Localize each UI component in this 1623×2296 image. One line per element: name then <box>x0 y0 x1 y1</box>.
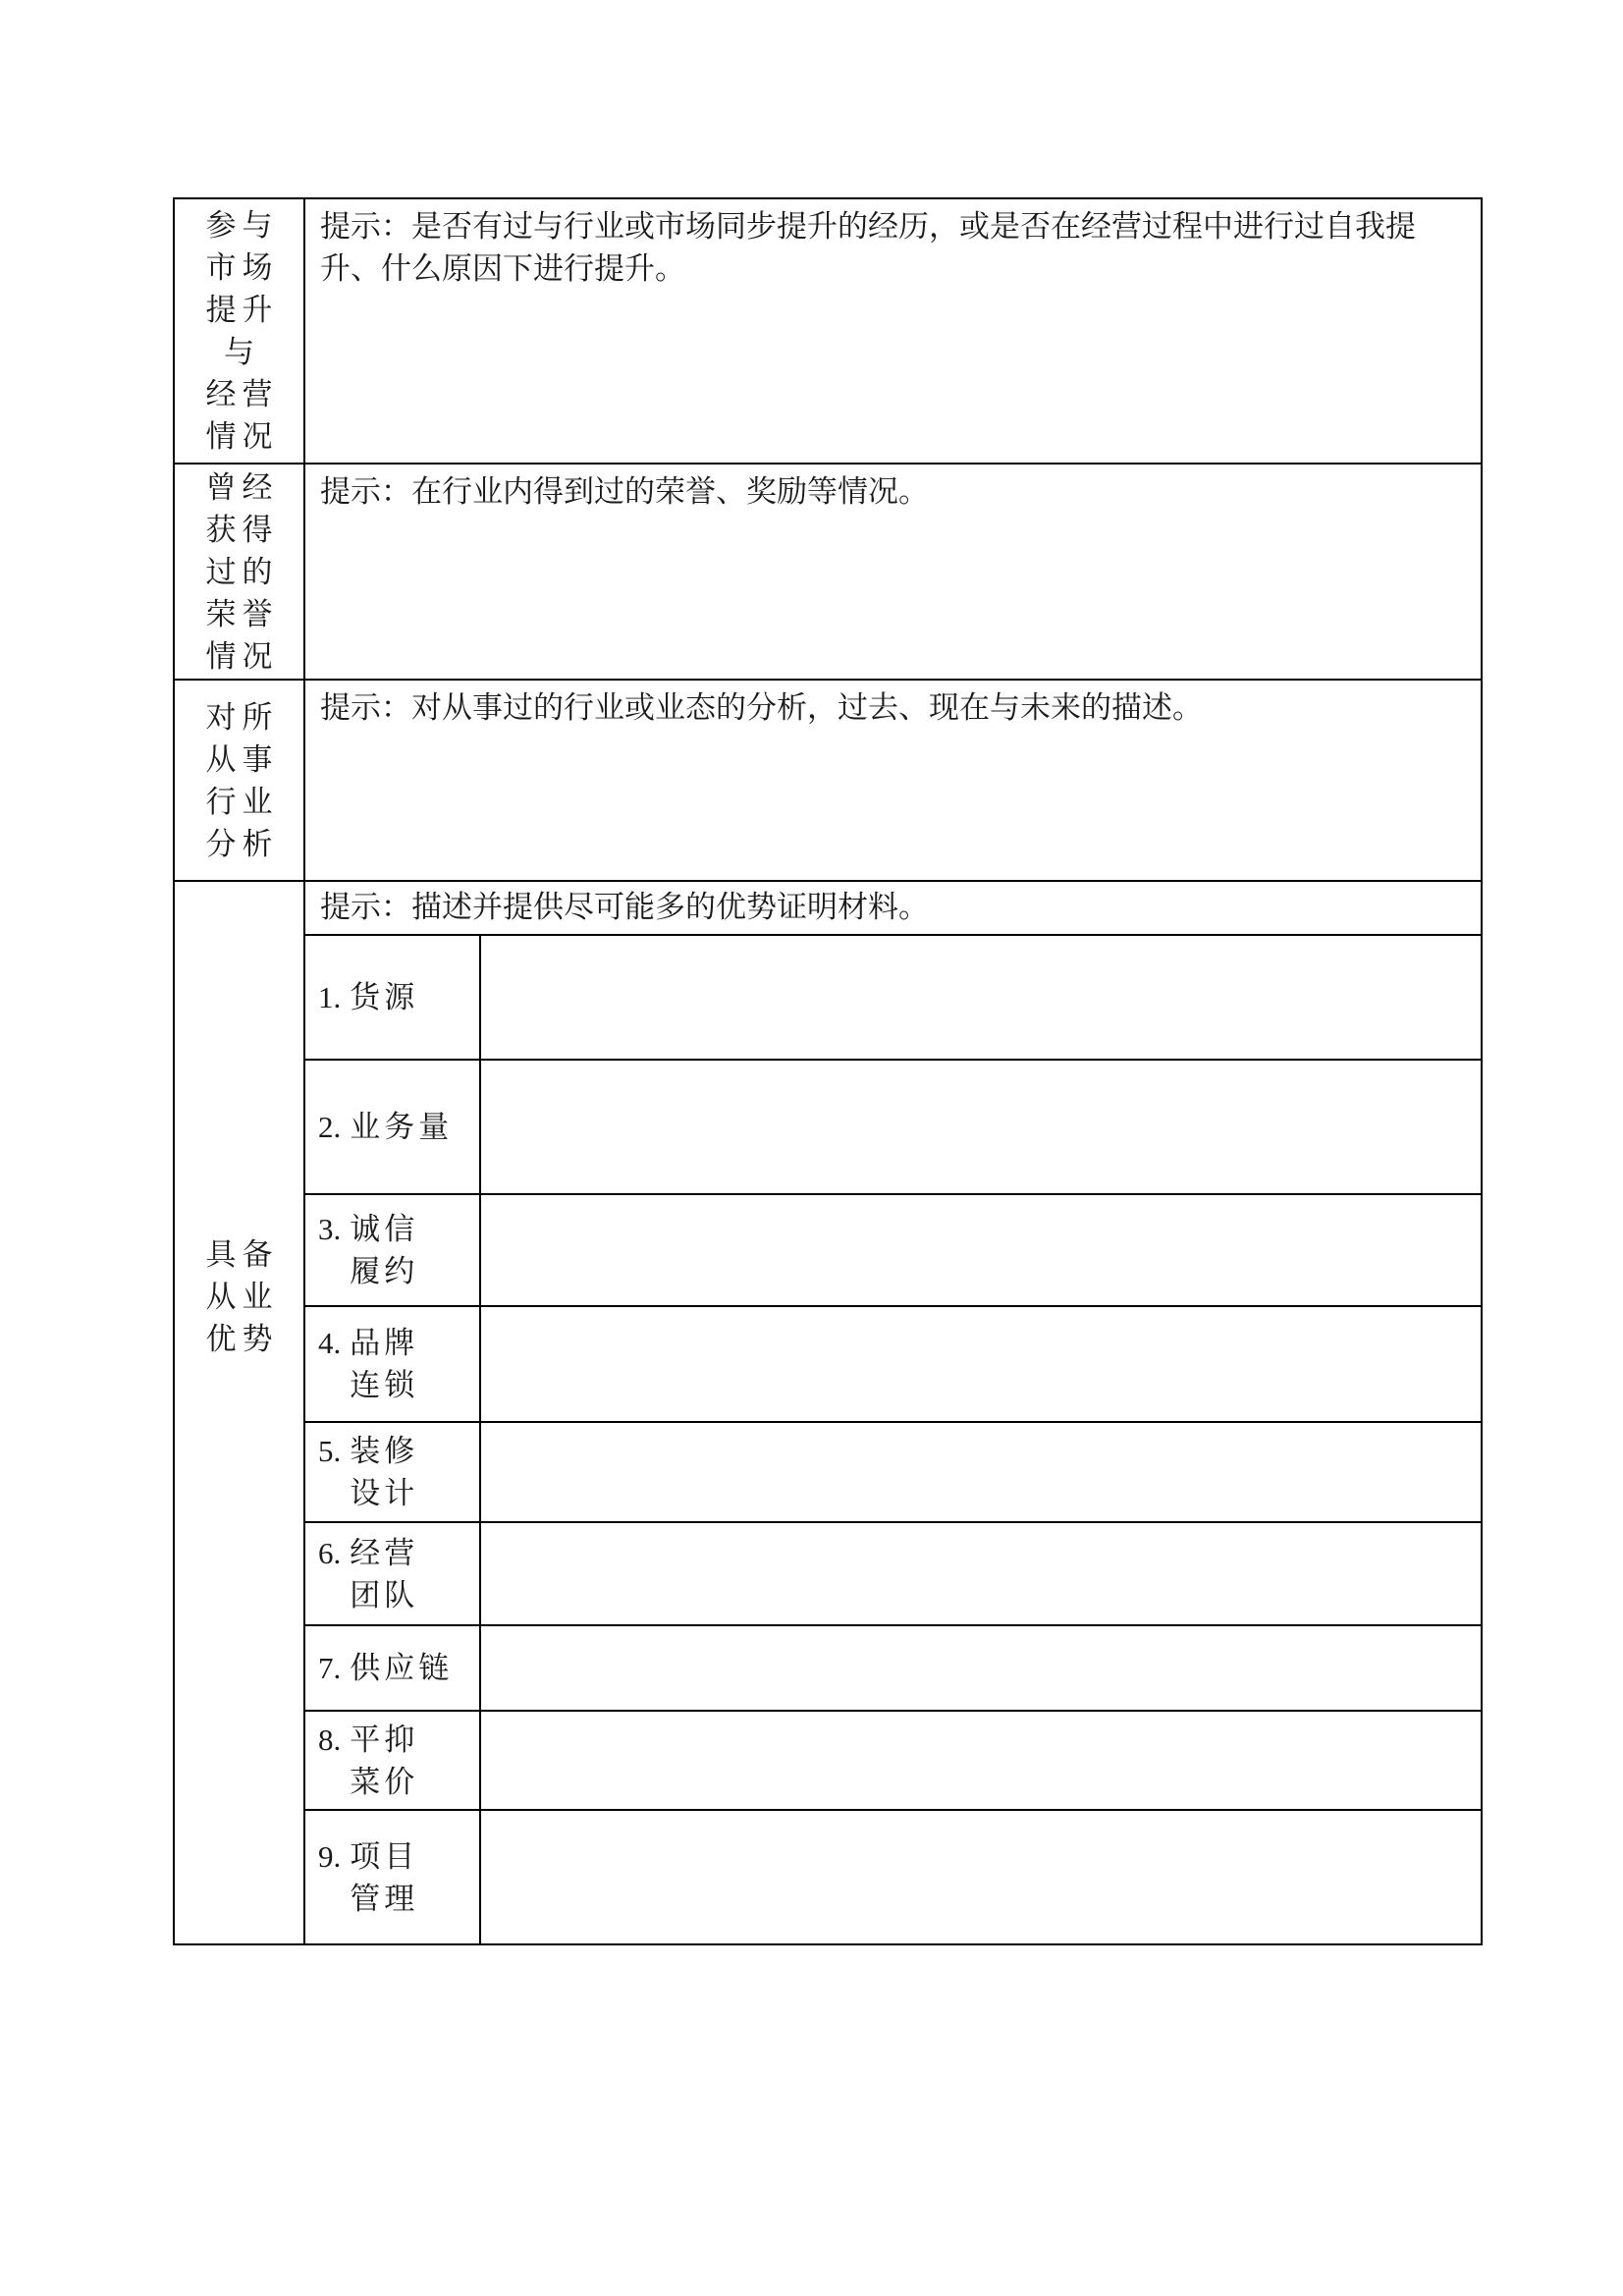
advantages-sub-rows <box>305 936 1481 1943</box>
advantage-row <box>305 1061 1481 1195</box>
advantage-label-cell <box>305 1712 481 1809</box>
label-line: 曾经 <box>205 469 279 505</box>
advantage-text-line: 货源 <box>350 980 419 1014</box>
hint-text: 提示：描述并提供尽可能多的优势证明材料。 <box>320 890 929 924</box>
label-line: 过的 <box>205 554 279 589</box>
label-line: 与 <box>224 335 260 369</box>
advantage-row <box>305 1523 1481 1626</box>
advantage-number: 8. <box>318 1722 342 1757</box>
advantage-label <box>318 1835 418 1920</box>
hint-text: 提示：是否有过与行业或市场同步提升的经历，或是否在经营过程中进行过自我提升、什么原因下进行提升。 <box>320 209 1416 286</box>
advantage-label <box>318 1322 418 1406</box>
form-row-honors <box>175 465 1481 681</box>
advantage-row <box>305 1307 1481 1423</box>
label-line: 行业 <box>205 784 279 819</box>
advantage-text <box>350 1647 453 1689</box>
advantage-text-line: 管理 <box>350 1881 419 1916</box>
advantage-row <box>305 936 1481 1061</box>
advantage-answer-cell[interactable] <box>481 1307 1481 1421</box>
advantage-text-line: 项目 <box>350 1838 419 1874</box>
advantage-label <box>318 1532 418 1616</box>
label-line: 获得 <box>205 512 279 547</box>
advantage-label-cell <box>305 1523 481 1624</box>
advantage-label <box>318 1106 453 1148</box>
hint-text: 提示：对从事过的行业或业态的分析，过去、现在与未来的描述。 <box>320 690 1203 725</box>
advantage-text <box>350 976 418 1018</box>
advantage-text <box>350 1208 418 1292</box>
row-label-industry-analysis <box>175 681 305 880</box>
advantage-text-line: 经营 <box>350 1535 419 1570</box>
advantage-number: 2. <box>318 1110 342 1144</box>
advantage-text-line: 团队 <box>350 1577 419 1613</box>
advantage-row <box>305 1811 1481 1943</box>
label-line: 荣誉 <box>205 596 279 631</box>
label-line: 分析 <box>205 826 279 861</box>
advantage-answer-cell[interactable] <box>481 1626 1481 1710</box>
advantage-number: 5. <box>318 1434 342 1468</box>
advantage-text-line: 业务量 <box>350 1110 454 1144</box>
advantages-section <box>305 882 1481 1943</box>
advantage-answer-cell[interactable] <box>481 1523 1481 1624</box>
label-line: 对所 <box>205 699 279 735</box>
advantage-text-line: 履约 <box>350 1254 419 1288</box>
hint-text: 提示：在行业内得到过的荣誉、奖励等情况。 <box>320 474 929 509</box>
row-label-market-improvement <box>175 199 305 463</box>
row-label-advantages <box>175 882 305 1943</box>
advantage-text <box>350 1430 418 1514</box>
label-line: 优势 <box>205 1322 279 1356</box>
advantage-number: 9. <box>318 1838 342 1874</box>
advantage-row <box>305 1195 1481 1307</box>
advantage-text <box>350 1532 418 1616</box>
advantage-number: 1. <box>318 980 342 1014</box>
answer-cell-honors[interactable] <box>305 465 1481 679</box>
advantage-label <box>318 1208 418 1292</box>
advantage-answer-cell[interactable] <box>481 936 1481 1059</box>
advantage-label-cell <box>305 1195 481 1305</box>
advantage-text-line: 供应链 <box>350 1651 454 1685</box>
label-line: 参与 <box>205 208 279 243</box>
advantage-text <box>350 1322 418 1406</box>
advantage-label <box>318 1647 453 1689</box>
advantage-text <box>350 1719 418 1803</box>
advantage-label-cell <box>305 1626 481 1710</box>
answer-cell-industry-analysis[interactable] <box>305 681 1481 880</box>
advantage-row <box>305 1423 1481 1523</box>
advantage-number: 6. <box>318 1535 342 1570</box>
advantage-number: 4. <box>318 1326 342 1360</box>
label-line: 经营 <box>205 377 279 411</box>
advantage-label <box>318 976 418 1018</box>
application-form-table <box>173 197 1483 1945</box>
advantage-text-line: 设计 <box>350 1476 419 1510</box>
advantage-text-line: 品牌 <box>350 1326 419 1360</box>
advantage-label-cell <box>305 1061 481 1193</box>
advantage-answer-cell[interactable] <box>481 1712 1481 1809</box>
label-line: 市场 <box>205 250 279 285</box>
advantage-answer-cell[interactable] <box>481 1811 1481 1943</box>
answer-cell-market-improvement[interactable] <box>305 199 1481 463</box>
advantage-text <box>350 1106 453 1148</box>
advantage-text-line: 连锁 <box>350 1368 419 1402</box>
advantage-answer-cell[interactable] <box>481 1061 1481 1193</box>
label-line: 从事 <box>205 741 279 777</box>
advantage-text-line: 平抑 <box>350 1722 419 1757</box>
label-line: 情况 <box>205 638 279 674</box>
advantage-number: 7. <box>318 1651 342 1685</box>
advantage-label-cell <box>305 1811 481 1943</box>
label-line: 情况 <box>205 419 279 454</box>
advantage-row <box>305 1712 1481 1811</box>
advantage-label <box>318 1430 418 1514</box>
form-row-market-improvement <box>175 199 1481 465</box>
label-line: 提升 <box>205 293 279 327</box>
advantage-label <box>318 1719 418 1803</box>
advantages-hint-row <box>305 882 1481 936</box>
advantage-text-line: 诚信 <box>350 1212 419 1246</box>
advantage-label-cell <box>305 1307 481 1421</box>
label-line: 从业 <box>205 1280 279 1314</box>
advantage-text-line: 装修 <box>350 1434 419 1468</box>
advantage-label-cell <box>305 936 481 1059</box>
form-row-advantages <box>175 882 1481 1943</box>
advantage-row <box>305 1626 1481 1712</box>
advantage-text-line: 菜价 <box>350 1764 419 1799</box>
advantage-number: 3. <box>318 1212 342 1246</box>
advantage-answer-cell[interactable] <box>481 1423 1481 1521</box>
row-label-honors <box>175 465 305 679</box>
advantage-text <box>350 1835 418 1920</box>
form-row-industry-analysis <box>175 681 1481 882</box>
advantage-answer-cell[interactable] <box>481 1195 1481 1305</box>
advantage-label-cell <box>305 1423 481 1521</box>
label-line: 具备 <box>205 1237 279 1272</box>
